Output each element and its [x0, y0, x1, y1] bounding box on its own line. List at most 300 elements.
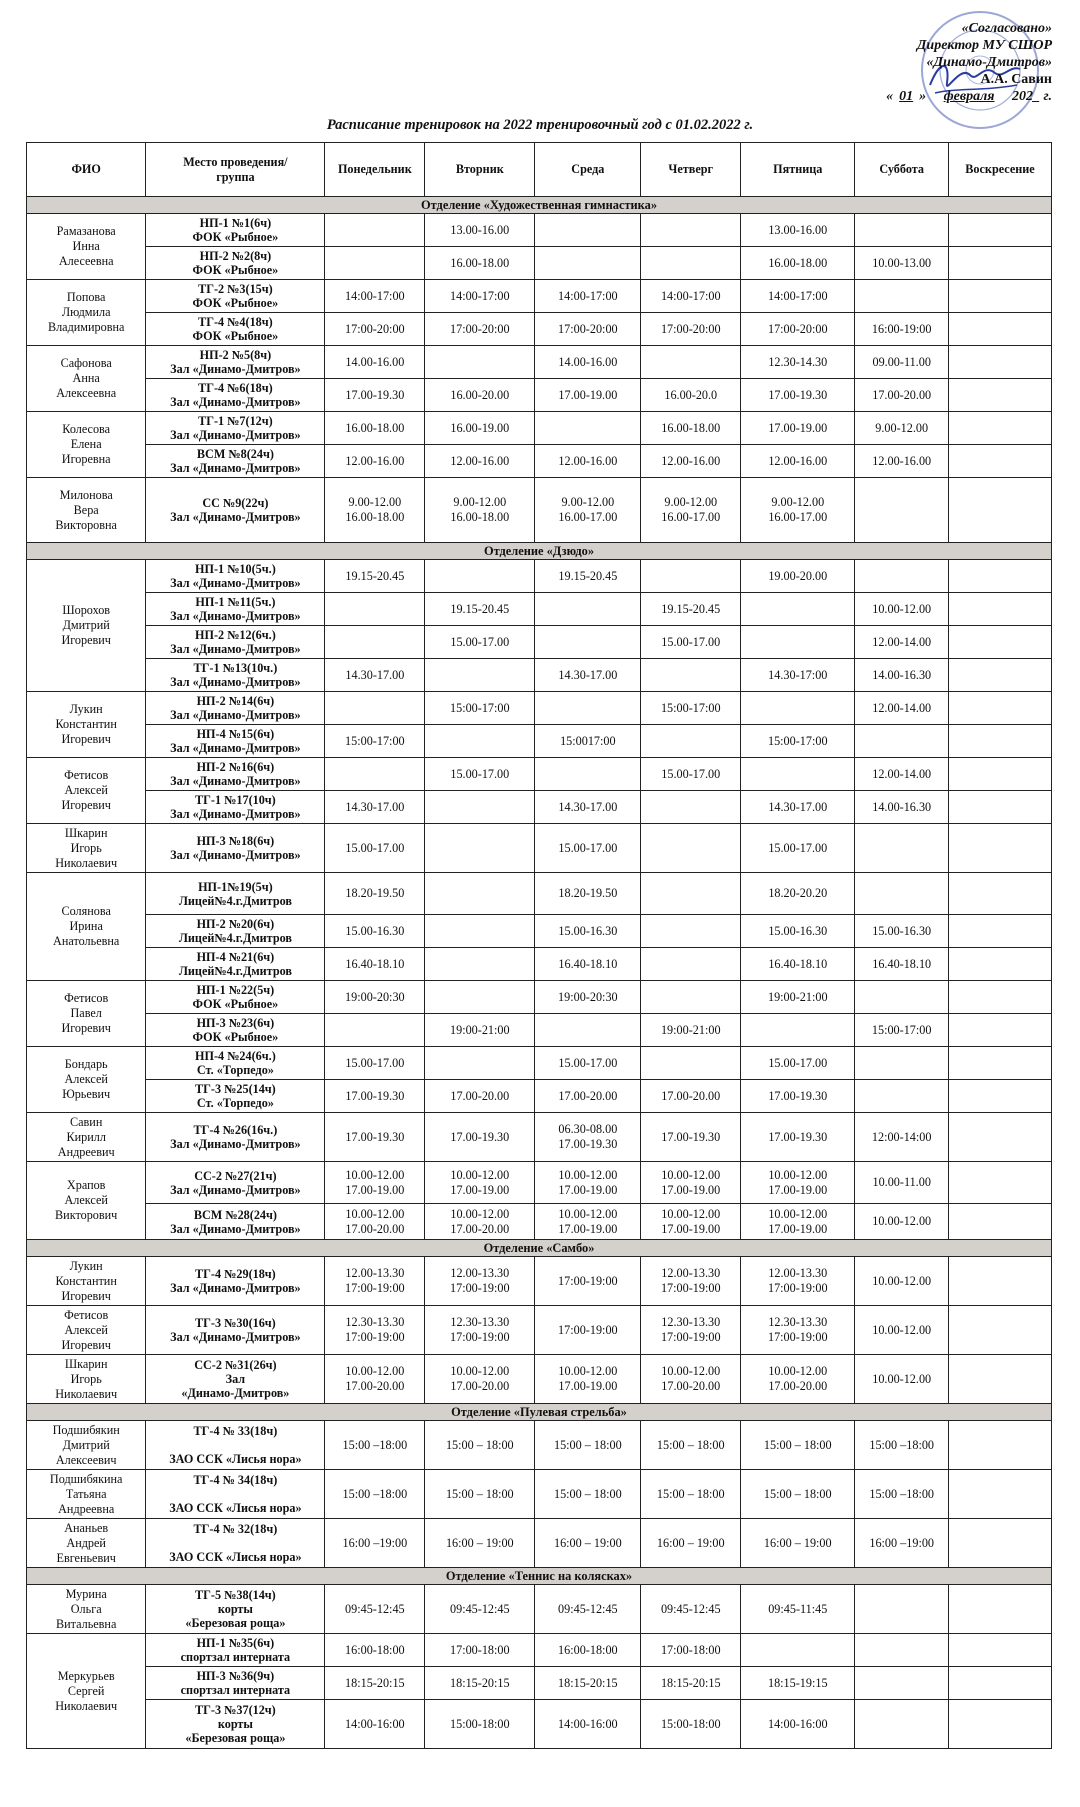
time-cell: 17.00-19.30	[741, 1080, 855, 1113]
time-cell	[425, 948, 535, 981]
time-cell: 9.00-12.00 16.00-18.00	[325, 478, 425, 543]
time-cell	[949, 981, 1052, 1014]
time-cell: 12.00-14.00	[855, 758, 949, 791]
section-row	[27, 1404, 1052, 1421]
time-cell: 16.00-18.00	[741, 247, 855, 280]
coach-name: Подшибякин Дмитрий Алексеевич	[27, 1421, 146, 1470]
time-cell: 16.00-18.00	[425, 247, 535, 280]
time-cell: 18.20-19.50	[535, 873, 641, 915]
time-cell: 17:00-18:00	[641, 1634, 741, 1667]
table-row	[27, 791, 1052, 824]
time-cell	[855, 1667, 949, 1700]
time-cell	[855, 214, 949, 247]
table-row	[27, 1667, 1052, 1700]
time-cell	[949, 1047, 1052, 1080]
group-cell: НП-1 №1(6ч) ФОК «Рыбное»	[146, 214, 325, 247]
time-cell: 15:00-17:00	[741, 725, 855, 758]
time-cell: 10.00-12.00 17.00-20.00	[325, 1204, 425, 1240]
time-cell	[949, 1700, 1052, 1749]
approval-date-month: февраля	[943, 89, 995, 104]
table-row	[27, 593, 1052, 626]
table-row	[27, 280, 1052, 313]
time-cell: 15.00-16.30	[855, 915, 949, 948]
time-cell	[949, 948, 1052, 981]
time-cell	[855, 560, 949, 593]
time-cell: 12.00-16.00	[325, 445, 425, 478]
time-cell: 9.00-12.00	[855, 412, 949, 445]
time-cell: 15:00 – 18:00	[641, 1470, 741, 1519]
section-title: Отделение «Художественная гимнастика»	[27, 197, 1052, 214]
time-cell: 15.00-17.00	[425, 758, 535, 791]
time-cell: 10.00-12.00 17.00-19.00	[641, 1204, 741, 1240]
time-cell: 14:00-17:00	[325, 280, 425, 313]
section-title: Отделение «Теннис на колясках»	[27, 1568, 1052, 1585]
table-row	[27, 247, 1052, 280]
section-row	[27, 1568, 1052, 1585]
coach-name: Сафонова Анна Алексеевна	[27, 346, 146, 412]
time-cell: 15:00 – 18:00	[425, 1470, 535, 1519]
time-cell: 15:00 –18:00	[325, 1421, 425, 1470]
time-cell	[641, 948, 741, 981]
coach-name: Лукин Константин Игоревич	[27, 692, 146, 758]
column-header: Воскресение	[949, 143, 1052, 197]
group-cell: ТГ-1 №17(10ч) Зал «Динамо-Дмитров»	[146, 791, 325, 824]
column-header: Суббота	[855, 143, 949, 197]
group-cell: НП-3 №18(6ч) Зал «Динамо-Дмитров»	[146, 824, 325, 873]
time-cell: 14:00-16:00	[535, 1700, 641, 1749]
time-cell: 14.00-16.00	[325, 346, 425, 379]
time-cell	[741, 1634, 855, 1667]
section-row	[27, 543, 1052, 560]
time-cell: 15:00-18:00	[641, 1700, 741, 1749]
time-cell: 14:00-17:00	[535, 280, 641, 313]
time-cell: 15:0017:00	[535, 725, 641, 758]
group-cell: НП-4 №15(6ч) Зал «Динамо-Дмитров»	[146, 725, 325, 758]
time-cell: 15:00 –18:00	[325, 1470, 425, 1519]
table-row	[27, 1204, 1052, 1240]
table-row	[27, 1634, 1052, 1667]
time-cell: 17.00-19.30	[325, 1080, 425, 1113]
time-cell: 10.00-12.00	[855, 1204, 949, 1240]
table-row	[27, 412, 1052, 445]
time-cell: 10.00-12.00	[855, 1355, 949, 1404]
time-cell: 19.15-20.45	[535, 560, 641, 593]
time-cell	[325, 593, 425, 626]
coach-name: Фетисов Алексей Игоревич	[27, 1306, 146, 1355]
time-cell: 16.00-19.00	[425, 412, 535, 445]
coach-name: Храпов Алексей Викторович	[27, 1162, 146, 1240]
time-cell	[949, 1667, 1052, 1700]
time-cell: 10.00-12.00	[855, 593, 949, 626]
column-header: Среда	[535, 143, 641, 197]
time-cell: 17:00-20:00	[425, 313, 535, 346]
time-cell	[855, 1634, 949, 1667]
time-cell	[949, 247, 1052, 280]
time-cell: 10.00-12.00 17.00-19.00	[535, 1204, 641, 1240]
time-cell: 9.00-12.00 16.00-18.00	[425, 478, 535, 543]
time-cell: 16.40-18.10	[741, 948, 855, 981]
time-cell: 18:15-19:15	[741, 1667, 855, 1700]
group-cell: НП-2 №12(6ч.) Зал «Динамо-Дмитров»	[146, 626, 325, 659]
time-cell: 18.20-20.20	[741, 873, 855, 915]
time-cell: 16.00-18.00	[325, 412, 425, 445]
coach-name: Шорохов Дмитрий Игоревич	[27, 560, 146, 692]
group-cell: СС №9(22ч) Зал «Динамо-Дмитров»	[146, 478, 325, 543]
table-row	[27, 873, 1052, 915]
time-cell: 15.00-16.30	[325, 915, 425, 948]
coach-name: Попова Людмила Владимировна	[27, 280, 146, 346]
time-cell	[425, 873, 535, 915]
time-cell: 17.00-19.30	[641, 1113, 741, 1162]
time-cell	[325, 214, 425, 247]
time-cell	[949, 445, 1052, 478]
time-cell	[535, 692, 641, 725]
time-cell: 15.00-17.00	[325, 1047, 425, 1080]
time-cell	[425, 981, 535, 1014]
time-cell: 16:00-19:00	[855, 313, 949, 346]
time-cell	[949, 280, 1052, 313]
group-cell: НП-2 №16(6ч) Зал «Динамо-Дмитров»	[146, 758, 325, 791]
table-row	[27, 1014, 1052, 1047]
group-cell: ТГ-4 №29(18ч) Зал «Динамо-Дмитров»	[146, 1257, 325, 1306]
group-cell: ТГ-4 № 33(18ч) ЗАО ССК «Лисья нора»	[146, 1421, 325, 1470]
time-cell	[425, 725, 535, 758]
time-cell	[535, 626, 641, 659]
time-cell: 17.00-19.00	[741, 412, 855, 445]
time-cell: 15:00-18:00	[425, 1700, 535, 1749]
time-cell: 09:45-12:45	[325, 1585, 425, 1634]
time-cell: 18:15-20:15	[425, 1667, 535, 1700]
time-cell	[325, 247, 425, 280]
time-cell: 16.00-18.00	[641, 412, 741, 445]
time-cell: 10.00-12.00 17.00-19.00	[325, 1162, 425, 1204]
table-row	[27, 313, 1052, 346]
time-cell	[949, 1257, 1052, 1306]
time-cell	[855, 981, 949, 1014]
time-cell: 18.20-19.50	[325, 873, 425, 915]
table-row	[27, 1162, 1052, 1204]
time-cell: 12.00-13.30 17:00-19:00	[325, 1257, 425, 1306]
time-cell: 12.00-14.00	[855, 626, 949, 659]
time-cell: 17:00-20:00	[741, 313, 855, 346]
group-cell: ТГ-3 №25(14ч) Ст. «Торпедо»	[146, 1080, 325, 1113]
time-cell	[325, 758, 425, 791]
table-row	[27, 1470, 1052, 1519]
time-cell: 10.00-12.00	[855, 1257, 949, 1306]
coach-name: Савин Кирилл Андреевич	[27, 1113, 146, 1162]
time-cell	[949, 214, 1052, 247]
group-cell: НП-2 №14(6ч) Зал «Динамо-Дмитров»	[146, 692, 325, 725]
time-cell: 14.30-17.00	[741, 791, 855, 824]
table-row	[27, 214, 1052, 247]
time-cell: 12.00-13.30 17:00-19:00	[641, 1257, 741, 1306]
group-cell: СС-2 №31(26ч) Зал «Динамо-Дмитров»	[146, 1355, 325, 1404]
coach-name: Колесова Елена Игоревна	[27, 412, 146, 478]
time-cell: 16:00-18:00	[535, 1634, 641, 1667]
time-cell	[949, 758, 1052, 791]
approval-date: « 01 » февраля 202_ г.	[886, 89, 1052, 104]
table-row	[27, 445, 1052, 478]
column-header: Вторник	[425, 143, 535, 197]
time-cell	[425, 346, 535, 379]
time-cell: 15:00 – 18:00	[741, 1470, 855, 1519]
time-cell	[641, 659, 741, 692]
time-cell: 10.00-12.00 17.00-20.00	[641, 1355, 741, 1404]
time-cell: 9.00-12.00 16.00-17.00	[641, 478, 741, 543]
time-cell: 14.30-17.00	[535, 659, 641, 692]
time-cell: 16:00-18:00	[325, 1634, 425, 1667]
time-cell: 16:00 – 19:00	[425, 1519, 535, 1568]
time-cell: 19.15-20.45	[641, 593, 741, 626]
time-cell	[949, 791, 1052, 824]
time-cell	[535, 247, 641, 280]
time-cell	[949, 1014, 1052, 1047]
time-cell: 18:15-20:15	[641, 1667, 741, 1700]
time-cell	[641, 873, 741, 915]
group-cell: ВСМ №28(24ч) Зал «Динамо-Дмитров»	[146, 1204, 325, 1240]
time-cell: 19.00-20.00	[741, 560, 855, 593]
time-cell	[425, 791, 535, 824]
time-cell	[741, 1014, 855, 1047]
group-cell: ТГ-4 № 32(18ч) ЗАО ССК «Лисья нора»	[146, 1519, 325, 1568]
group-cell: НП-2 №5(8ч) Зал «Динамо-Дмитров»	[146, 346, 325, 379]
table-row	[27, 379, 1052, 412]
approval-date-day: 01	[899, 89, 914, 104]
time-cell	[741, 692, 855, 725]
time-cell	[741, 626, 855, 659]
time-cell: 19:00-20:30	[535, 981, 641, 1014]
time-cell: 17:00-20:00	[325, 313, 425, 346]
time-cell: 14.30-17.00	[325, 791, 425, 824]
time-cell: 15.00-17.00	[325, 824, 425, 873]
coach-name: Меркурьев Сергей Николаевич	[27, 1634, 146, 1749]
section-row	[27, 197, 1052, 214]
time-cell: 15:00-17:00	[855, 1014, 949, 1047]
time-cell: 15:00 –18:00	[855, 1421, 949, 1470]
time-cell: 17:00-20:00	[641, 313, 741, 346]
time-cell: 09:45-12:45	[641, 1585, 741, 1634]
group-cell: ТГ-3 №30(16ч) Зал «Динамо-Дмитров»	[146, 1306, 325, 1355]
time-cell	[325, 626, 425, 659]
time-cell	[641, 346, 741, 379]
time-cell	[949, 1421, 1052, 1470]
time-cell	[855, 1080, 949, 1113]
time-cell	[425, 560, 535, 593]
table-row	[27, 1585, 1052, 1634]
time-cell: 17.00-19.30	[741, 379, 855, 412]
time-cell: 14:00-16:00	[741, 1700, 855, 1749]
group-cell: НП-1 №35(6ч) спортзал интерната	[146, 1634, 325, 1667]
time-cell	[949, 915, 1052, 948]
time-cell	[855, 725, 949, 758]
table-row	[27, 1080, 1052, 1113]
time-cell: 12:00-14:00	[855, 1113, 949, 1162]
time-cell	[855, 1585, 949, 1634]
time-cell: 16.40-18.10	[855, 948, 949, 981]
time-cell: 17:00-20:00	[535, 313, 641, 346]
group-cell: ТГ-4 № 34(18ч) ЗАО ССК «Лисья нора»	[146, 1470, 325, 1519]
table-row	[27, 560, 1052, 593]
time-cell: 14.30-17:00	[741, 659, 855, 692]
time-cell	[425, 659, 535, 692]
time-cell: 15:00 – 18:00	[425, 1421, 535, 1470]
group-cell: ВСМ №8(24ч) Зал «Динамо-Дмитров»	[146, 445, 325, 478]
coach-name: Шкарин Игорь Николаевич	[27, 824, 146, 873]
time-cell: 15:00-17:00	[425, 692, 535, 725]
time-cell: 15:00 – 18:00	[535, 1421, 641, 1470]
section-title: Отделение «Самбо»	[27, 1240, 1052, 1257]
time-cell	[641, 1047, 741, 1080]
coach-name: Бондарь Алексей Юрьевич	[27, 1047, 146, 1113]
coach-name: Солянова Ирина Анатольевна	[27, 873, 146, 981]
time-cell: 15.00-17.00	[741, 824, 855, 873]
group-cell: ТГ-4 №6(18ч) Зал «Динамо-Дмитров»	[146, 379, 325, 412]
time-cell: 10.00-12.00 17.00-19.00	[741, 1162, 855, 1204]
time-cell	[535, 412, 641, 445]
coach-name: Подшибякина Татьяна Андреевна	[27, 1470, 146, 1519]
time-cell: 15.00-17.00	[535, 824, 641, 873]
table-row	[27, 1306, 1052, 1355]
time-cell: 17:00-19:00	[535, 1306, 641, 1355]
time-cell	[949, 725, 1052, 758]
time-cell: 17:00-19:00	[535, 1257, 641, 1306]
group-cell: ТГ-3 №37(12ч) корты «Березовая роща»	[146, 1700, 325, 1749]
time-cell: 12.00-14.00	[855, 692, 949, 725]
group-cell: ТГ-1 №7(12ч) Зал «Динамо-Дмитров»	[146, 412, 325, 445]
time-cell	[741, 593, 855, 626]
table-row	[27, 725, 1052, 758]
group-cell: НП-1№19(5ч) Лицей№4.г.Дмитров	[146, 873, 325, 915]
coach-name: Милонова Вера Викторовна	[27, 478, 146, 543]
time-cell: 10.00-12.00 17.00-20.00	[425, 1204, 535, 1240]
section-title: Отделение «Дзюдо»	[27, 543, 1052, 560]
table-row	[27, 1700, 1052, 1749]
time-cell	[855, 1700, 949, 1749]
time-cell	[949, 593, 1052, 626]
time-cell: 17.00-20.00	[425, 1080, 535, 1113]
time-cell: 16.00-20.0	[641, 379, 741, 412]
time-cell	[949, 346, 1052, 379]
group-cell: НП-2 №20(6ч) Лицей№4.г.Дмитров	[146, 915, 325, 948]
time-cell: 17.00-19.30	[425, 1113, 535, 1162]
time-cell	[741, 758, 855, 791]
table-header-row	[27, 143, 1052, 197]
group-cell: НП-4 №24(6ч.) Ст. «Торпедо»	[146, 1047, 325, 1080]
approval-date-year: 202_ г.	[1012, 89, 1052, 104]
group-cell: ТГ-4 №26(16ч.) Зал «Динамо-Дмитров»	[146, 1113, 325, 1162]
time-cell	[949, 1162, 1052, 1204]
time-cell	[949, 1080, 1052, 1113]
group-cell: НП-1 №11(5ч.) Зал «Динамо-Дмитров»	[146, 593, 325, 626]
coach-name: Фетисов Алексей Игоревич	[27, 758, 146, 824]
time-cell: 12.30-13.30 17:00-19:00	[641, 1306, 741, 1355]
approval-block	[886, 20, 1052, 105]
time-cell	[425, 1047, 535, 1080]
time-cell: 10.00-12.00	[855, 1306, 949, 1355]
time-cell: 06.30-08.00 17.00-19.30	[535, 1113, 641, 1162]
group-cell: НП-4 №21(6ч) Лицей№4.г.Дмитров	[146, 948, 325, 981]
time-cell: 15.00-17.00	[425, 626, 535, 659]
coach-name: Ананьев Андрей Евгеньевич	[27, 1519, 146, 1568]
table-row	[27, 915, 1052, 948]
time-cell	[949, 478, 1052, 543]
table-row	[27, 478, 1052, 543]
time-cell	[641, 791, 741, 824]
time-cell: 19.15-20.45	[325, 560, 425, 593]
table-row	[27, 1113, 1052, 1162]
time-cell: 14.30-17.00	[325, 659, 425, 692]
column-header: Четверг	[641, 143, 741, 197]
table-row	[27, 692, 1052, 725]
time-cell: 16:00 – 19:00	[641, 1519, 741, 1568]
coach-name: Мурина Ольга Витальевна	[27, 1585, 146, 1634]
time-cell: 12.30-13.30 17:00-19:00	[741, 1306, 855, 1355]
table-row	[27, 1355, 1052, 1404]
table-row	[27, 346, 1052, 379]
column-header: Понедельник	[325, 143, 425, 197]
time-cell: 19:00-20:30	[325, 981, 425, 1014]
time-cell: 10.00-12.00 17.00-19.00	[641, 1162, 741, 1204]
time-cell: 12.00-16.00	[741, 445, 855, 478]
time-cell: 12.00-16.00	[535, 445, 641, 478]
time-cell: 12.30-13.30 17:00-19:00	[425, 1306, 535, 1355]
time-cell	[949, 412, 1052, 445]
time-cell: 10.00-12.00 17.00-20.00	[741, 1355, 855, 1404]
time-cell: 15:00 – 18:00	[641, 1421, 741, 1470]
time-cell: 9.00-12.00 16.00-17.00	[535, 478, 641, 543]
time-cell	[949, 379, 1052, 412]
time-cell: 15:00-17:00	[641, 692, 741, 725]
time-cell: 16.40-18.10	[535, 948, 641, 981]
column-header: Место проведения/ группа	[146, 143, 325, 197]
time-cell: 14:00-17:00	[641, 280, 741, 313]
time-cell: 18:15-20:15	[325, 1667, 425, 1700]
time-cell	[535, 758, 641, 791]
time-cell	[535, 214, 641, 247]
group-cell: НП-1 №10(5ч.) Зал «Динамо-Дмитров»	[146, 560, 325, 593]
group-cell: НП-3 №23(6ч) ФОК «Рыбное»	[146, 1014, 325, 1047]
time-cell: 13.00-16.00	[741, 214, 855, 247]
time-cell	[949, 1519, 1052, 1568]
time-cell: 19:00-21:00	[741, 981, 855, 1014]
section-row	[27, 1240, 1052, 1257]
time-cell	[855, 873, 949, 915]
table-row	[27, 824, 1052, 873]
coach-name: Фетисов Павел Игоревич	[27, 981, 146, 1047]
time-cell: 10.00-12.00 17.00-20.00	[425, 1355, 535, 1404]
time-cell: 17.00-20.00	[855, 379, 949, 412]
time-cell: 10.00-12.00 17.00-20.00	[325, 1355, 425, 1404]
time-cell: 16:00 – 19:00	[741, 1519, 855, 1568]
table-row	[27, 659, 1052, 692]
approval-signer: А.А. Савин	[980, 72, 1052, 87]
time-cell: 17.00-19.30	[325, 1113, 425, 1162]
group-cell: НП-1 №22(5ч) ФОК «Рыбное»	[146, 981, 325, 1014]
time-cell: 12.00-13.30 17:00-19:00	[741, 1257, 855, 1306]
time-cell	[641, 915, 741, 948]
time-cell: 12.00-16.00	[641, 445, 741, 478]
time-cell: 15:00 – 18:00	[741, 1421, 855, 1470]
time-cell: 14:00-17:00	[741, 280, 855, 313]
column-header: ФИО	[27, 143, 146, 197]
table-row	[27, 626, 1052, 659]
column-header: Пятница	[741, 143, 855, 197]
table-row	[27, 758, 1052, 791]
coach-name: Лукин Константин Игоревич	[27, 1257, 146, 1306]
time-cell: 15.00-17.00	[535, 1047, 641, 1080]
time-cell	[535, 1014, 641, 1047]
time-cell: 10.00-11.00	[855, 1162, 949, 1204]
